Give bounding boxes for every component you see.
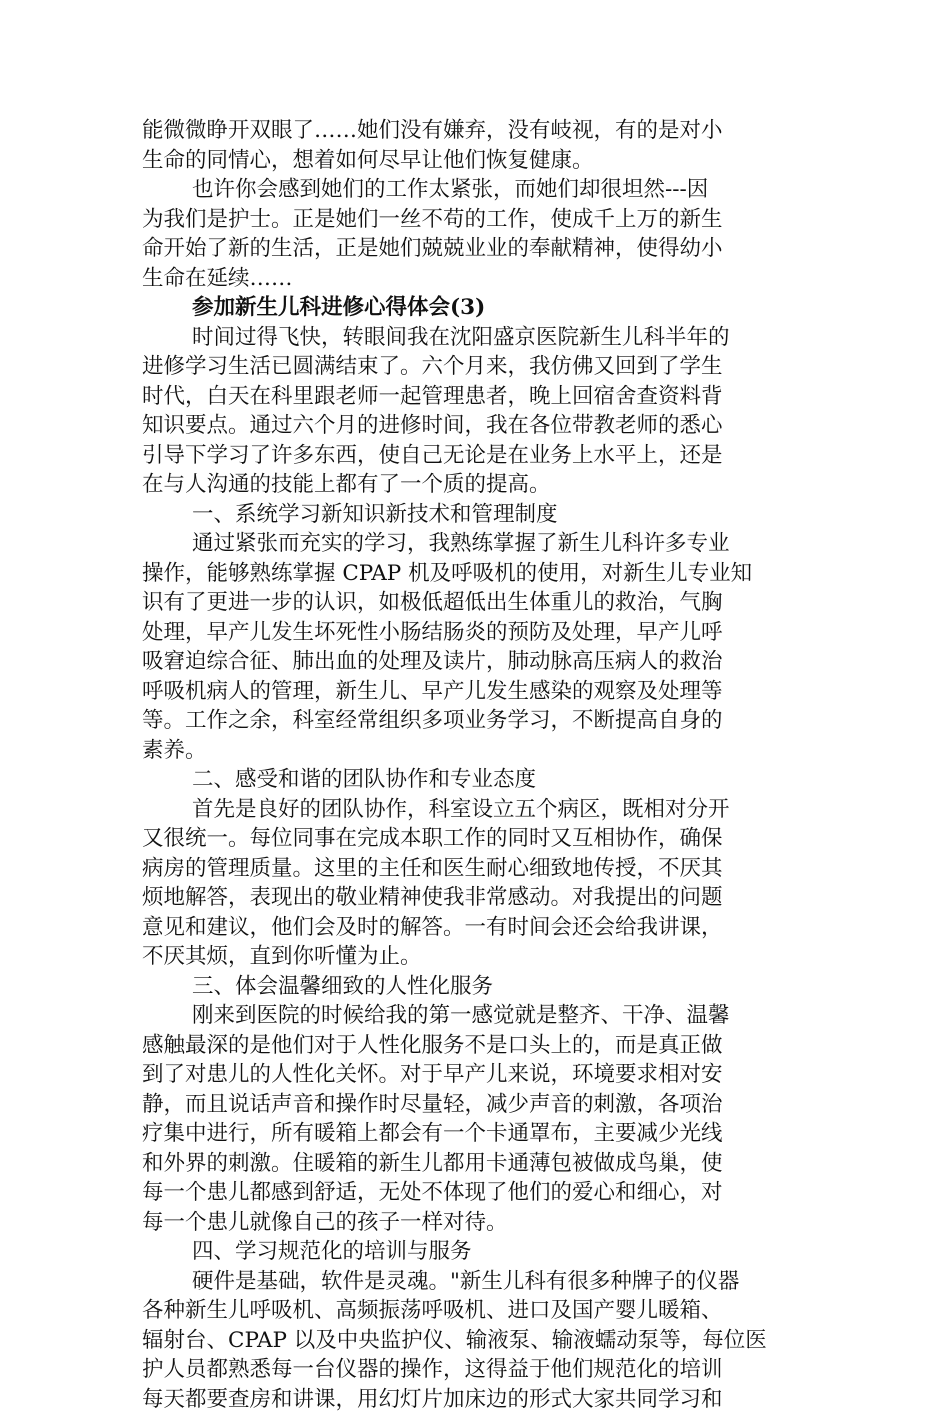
- text-line: 四、学习规范化的培训与服务: [142, 1237, 822, 1267]
- text-line: 三、体会温馨细致的人性化服务: [142, 972, 822, 1002]
- text-line: 一、系统学习新知识新技术和管理制度: [142, 500, 822, 530]
- text-line: 等。工作之余，科室经常组织多项业务学习，不断提高自身的: [142, 706, 822, 736]
- text-line: 疗集中进行，所有暖箱上都会有一个卡通罩布，主要减少光线: [142, 1119, 822, 1149]
- text-line: 到了对患儿的人性化关怀。对于早产儿来说，环境要求相对安: [142, 1060, 822, 1090]
- text-line: 进修学习生活已圆满结束了。六个月来，我仿佛又回到了学生: [142, 352, 822, 382]
- text-line: 时代，白天在科里跟老师一起管理患者，晚上回宿舍查资料背: [142, 382, 822, 412]
- text-line: 识有了更进一步的认识，如极低超低出生体重儿的救治，气胸: [142, 588, 822, 618]
- text-line: 静，而且说话声音和操作时尽量轻，减少声音的刺激，各项治: [142, 1090, 822, 1120]
- text-line: 每天都要查房和讲课，用幻灯片加床边的形式大家共同学习和: [142, 1385, 822, 1414]
- text-line: 呼吸机病人的管理，新生儿、早产儿发生感染的观察及处理等: [142, 677, 822, 707]
- text-line: 为我们是护士。正是她们一丝不苟的工作，使成千上万的新生: [142, 205, 822, 235]
- text-line: 不厌其烦，直到你听懂为止。: [142, 942, 822, 972]
- text-line: 二、感受和谐的团队协作和专业态度: [142, 765, 822, 795]
- text-line: 辐射台、CPAP 以及中央监护仪、输液泵、输液蠕动泵等，每位医: [142, 1326, 822, 1356]
- text-line: 每一个患儿都感到舒适，无处不体现了他们的爱心和细心，对: [142, 1178, 822, 1208]
- text-line: 烦地解答，表现出的敬业精神使我非常感动。对我提出的问题: [142, 883, 822, 913]
- text-line: 刚来到医院的时候给我的第一感觉就是整齐、干净、温馨: [142, 1001, 822, 1031]
- text-line: 引导下学习了许多东西，使自己无论是在业务上水平上，还是: [142, 441, 822, 471]
- text-line: 知识要点。通过六个月的进修时间，我在各位带教老师的悉心: [142, 411, 822, 441]
- text-line: 吸窘迫综合征、肺出血的处理及读片，肺动脉高压病人的救治: [142, 647, 822, 677]
- section-title: 参加新生儿科进修心得体会(3): [142, 293, 822, 323]
- text-line: 操作，能够熟练掌握 CPAP 机及呼吸机的使用，对新生儿专业知: [142, 559, 822, 589]
- text-line: 每一个患儿就像自己的孩子一样对待。: [142, 1208, 822, 1238]
- text-line: 通过紧张而充实的学习，我熟练掌握了新生儿科许多专业: [142, 529, 822, 559]
- text-line: 处理，早产儿发生坏死性小肠结肠炎的预防及处理，早产儿呼: [142, 618, 822, 648]
- text-line: 和外界的刺激。住暖箱的新生儿都用卡通薄包被做成鸟巢，使: [142, 1149, 822, 1179]
- text-line: 各种新生儿呼吸机、高频振荡呼吸机、进口及国产婴儿暖箱、: [142, 1296, 822, 1326]
- document-page: [142, 116, 822, 1414]
- text-line: 也许你会感到她们的工作太紧张，而她们却很坦然---因: [142, 175, 822, 205]
- text-line: 时间过得飞快，转眼间我在沈阳盛京医院新生儿科半年的: [142, 323, 822, 353]
- text-line: 生命在延续……: [142, 264, 822, 294]
- text-line: 首先是良好的团队协作，科室设立五个病区，既相对分开: [142, 795, 822, 825]
- text-line: 素养。: [142, 736, 822, 766]
- text-line: 感触最深的是他们对于人性化服务不是口头上的，而是真正做: [142, 1031, 822, 1061]
- text-line: 意见和建议，他们会及时的解答。一有时间会还会给我讲课，: [142, 913, 822, 943]
- text-line: 命开始了新的生活，正是她们兢兢业业的奉献精神，使得幼小: [142, 234, 822, 264]
- text-line: 又很统一。每位同事在完成本职工作的同时又互相协作，确保: [142, 824, 822, 854]
- text-line: 病房的管理质量。这里的主任和医生耐心细致地传授，不厌其: [142, 854, 822, 884]
- text-line: 能微微睁开双眼了……她们没有嫌弃，没有岐视，有的是对小: [142, 116, 822, 146]
- text-line: 在与人沟通的技能上都有了一个质的提高。: [142, 470, 822, 500]
- text-line: 生命的同情心，想着如何尽早让他们恢复健康。: [142, 146, 822, 176]
- text-line: 护人员都熟悉每一台仪器的操作，这得益于他们规范化的培训: [142, 1355, 822, 1385]
- text-line: 硬件是基础，软件是灵魂。"新生儿科有很多种牌子的仪器: [142, 1267, 822, 1297]
